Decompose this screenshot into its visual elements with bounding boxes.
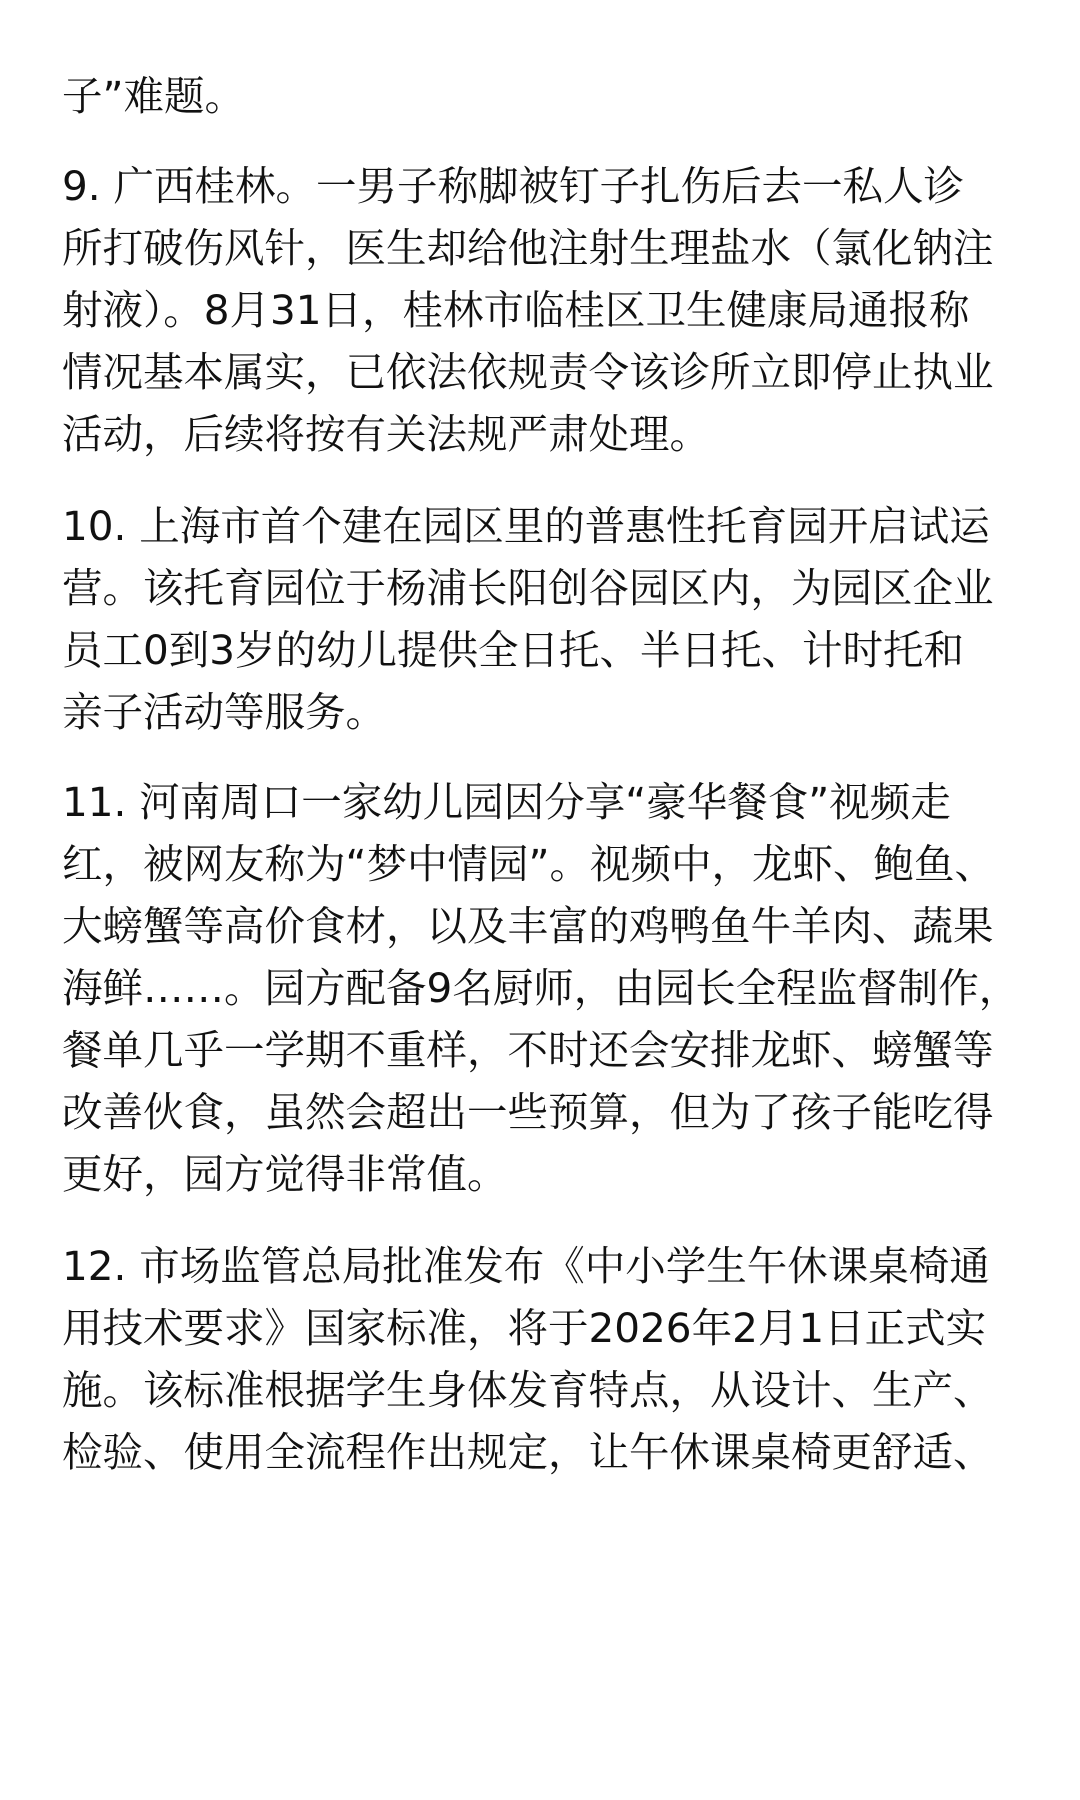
paragraph-9-line-3: 情况基本属实，已依法依规责令该诊所立即停止执业	[62, 348, 994, 396]
paragraph-9-line-4: 活动，后续将按有关法规严肃处理。	[62, 410, 710, 458]
paragraph-10-line-3: 亲子活动等服务。	[62, 688, 386, 736]
paragraph-11-line-4: 餐单几乎一学期不重样，不时还会安排龙虾、螃蟹等	[62, 1026, 994, 1074]
paragraph-11-line-6: 更好，园方觉得非常值。	[62, 1150, 508, 1198]
paragraph-11-line-2: 大螃蟹等高价食材，以及丰富的鸡鸭鱼牛羊肉、蔬果	[62, 902, 994, 950]
paragraph-9-line-0: 9. 广西桂林。一男子称脚被钉子扎伤后去一私人诊	[62, 162, 965, 210]
paragraph-11-line-1: 红，被网友称为“梦中情园”。视频中，龙虾、鲍鱼、	[62, 840, 995, 888]
paragraph-12-line-2: 施。该标准根据学生身体发育特点，从设计、生产、	[62, 1366, 994, 1414]
paragraph-12-line-1: 用技术要求》国家标准，将于2026年2月1日正式实	[62, 1304, 987, 1352]
paragraph-11-line-5: 改善伙食，虽然会超出一些预算，但为了孩子能吃得	[62, 1088, 994, 1136]
paragraph-11-line-0: 11. 河南周口一家幼儿园因分享“豪华餐食”视频走	[62, 778, 951, 826]
paragraph-10-line-1: 营。该托育园位于杨浦长阳创谷园区内，为园区企业	[62, 564, 994, 612]
paragraph-12-line-0: 12. 市场监管总局批准发布《中小学生午休课桌椅通	[62, 1242, 990, 1290]
paragraph-9-line-2: 射液）。8月31日，桂林市临桂区卫生健康局通报称	[62, 286, 970, 334]
paragraph-10-line-0: 10. 上海市首个建在园区里的普惠性托育园开启试运	[62, 502, 990, 550]
paragraph-11-line-3: 海鲜……。园方配备9名厨师，由园长全程监督制作，	[62, 964, 1020, 1012]
paragraph-9-line-1: 所打破伤风针，医生却给他注射生理盐水（氯化钠注	[62, 224, 994, 272]
paragraph-12-line-3: 检验、使用全流程作出规定，让午休课桌椅更舒适、	[62, 1428, 994, 1476]
paragraph-10-line-2: 员工0到3岁的幼儿提供全日托、半日托、计时托和	[62, 626, 965, 674]
paragraph-0-line-0: 子”难题。	[62, 72, 245, 120]
